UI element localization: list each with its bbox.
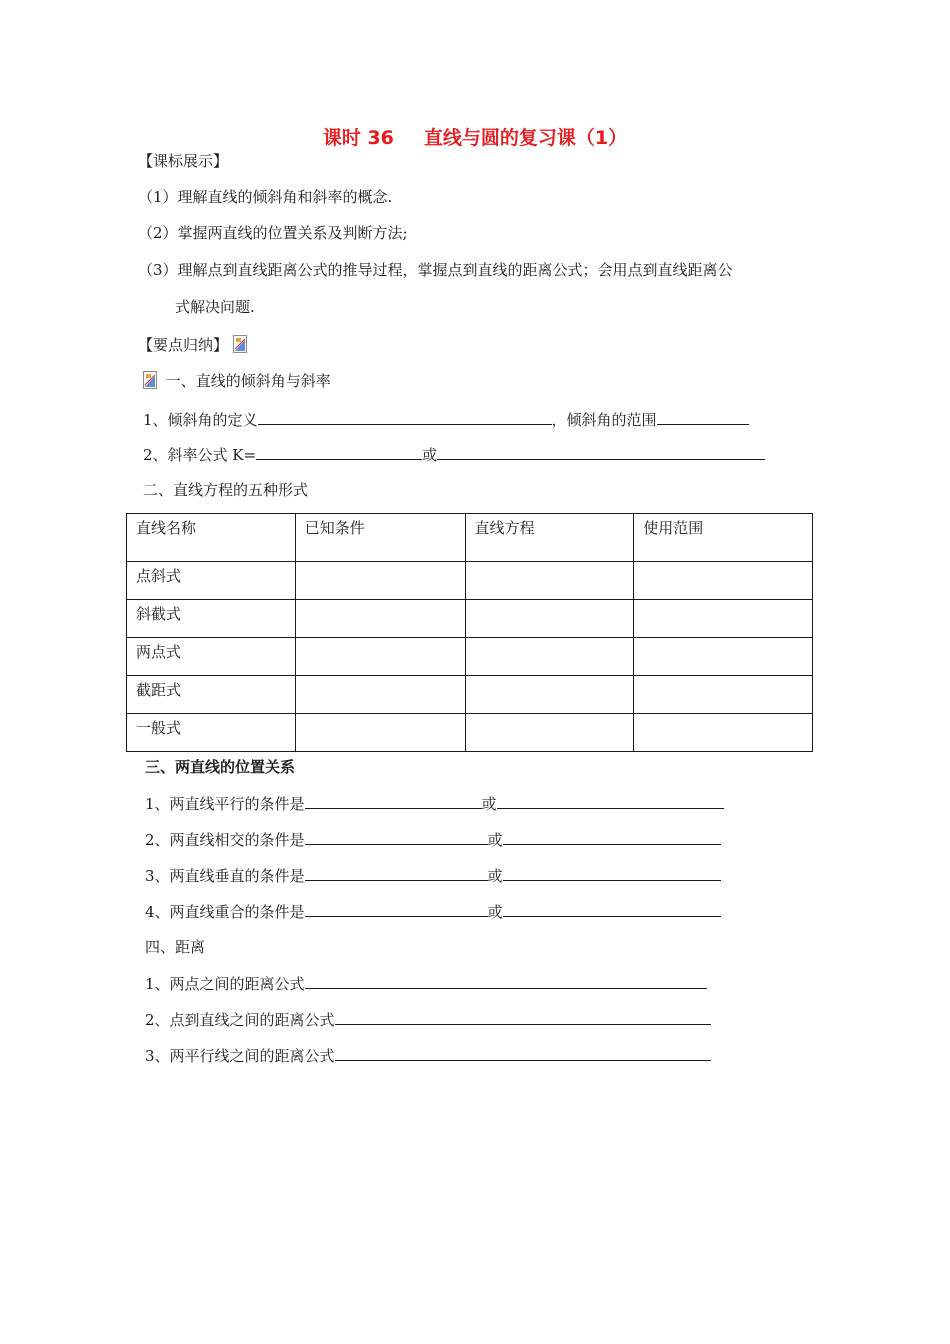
or-label: 或 [487,867,503,885]
cell-blank[interactable] [634,714,813,752]
cell-blank[interactable] [295,638,465,676]
curriculum-item-1: （1）理解直线的倾斜角和斜率的概念. [138,188,393,206]
intersect-condition-label: 2、两直线相交的条件是 [145,831,305,849]
header-line-equation: 直线方程 [465,514,634,562]
intersect-blank-1[interactable] [305,829,488,845]
or-label: 或 [487,831,503,849]
broken-image-icon [143,371,157,389]
two-points-distance-blank[interactable] [305,973,707,989]
sec4-item-parallel-lines [145,1045,711,1066]
or-label: 或 [481,795,497,813]
perpendicular-blank-1[interactable] [305,865,488,881]
parallel-condition-label: 1、两直线平行的条件是 [145,795,305,813]
cell-blank[interactable] [465,714,634,752]
curriculum-item-2: （2）掌握两直线的位置关系及判断方法; [138,224,408,242]
slope-or-label: 或 [422,446,438,464]
slope-formula-blank-2[interactable] [437,444,765,460]
row-name: 截距式 [127,676,296,714]
keypoints-heading: 【要点归纳】 [138,336,229,354]
slope-formula-blank-1[interactable] [256,444,422,460]
row-name: 斜截式 [127,600,296,638]
parallel-lines-distance-blank[interactable] [335,1045,711,1061]
cell-blank[interactable] [465,638,634,676]
curriculum-heading: 【课标展示】 [138,152,229,170]
parallel-blank-1[interactable] [305,793,482,809]
section-1-title-line [143,371,331,391]
title-main: 直线与圆的复习课（1） [423,127,628,149]
section-2-title: 二、直线方程的五种形式 [143,481,309,499]
table-row [127,638,813,676]
sec1-item-2 [143,444,765,465]
curriculum-item-3: （3）理解点到直线距离公式的推导过程，掌握点到直线的距离公式；会用点到直线距离公 [138,261,733,279]
table-row [127,600,813,638]
coincide-blank-1[interactable] [305,901,488,917]
inclination-range-blank[interactable] [657,409,749,425]
cell-blank[interactable] [465,562,634,600]
or-label: 或 [487,903,503,921]
table-row [127,562,813,600]
sec1-item-1 [143,409,749,430]
row-name: 两点式 [127,638,296,676]
inclination-definition-label: 1、倾斜角的定义 [143,411,258,429]
page-title [0,126,950,150]
perpendicular-blank-2[interactable] [503,865,721,881]
parallel-blank-2[interactable] [497,793,724,809]
parallel-lines-distance-label: 3、两平行线之间的距离公式 [145,1047,335,1065]
section-1-title: 一、直线的倾斜角与斜率 [165,372,331,390]
table-header-row [127,514,813,562]
line-equation-forms-table [126,513,813,752]
cell-blank[interactable] [634,562,813,600]
header-usage-range: 使用范围 [634,514,813,562]
header-known-conditions: 已知条件 [295,514,465,562]
row-name: 点斜式 [127,562,296,600]
table-row [127,676,813,714]
perpendicular-condition-label: 3、两直线垂直的条件是 [145,867,305,885]
intersect-blank-2[interactable] [503,829,721,845]
cell-blank[interactable] [295,676,465,714]
sec3-item-perpendicular [145,865,721,886]
cell-blank[interactable] [295,562,465,600]
header-line-name: 直线名称 [127,514,296,562]
inclination-range-label: ，倾斜角的范围 [551,411,657,429]
point-line-distance-blank[interactable] [335,1009,711,1025]
two-points-distance-label: 1、两点之间的距离公式 [145,975,305,993]
section-3-title: 三、两直线的位置关系 [145,758,296,776]
point-line-distance-label: 2、点到直线之间的距离公式 [145,1011,335,1029]
sec4-item-two-points [145,973,707,994]
curriculum-item-3-cont: 式解决问题. [175,298,255,316]
row-name: 一般式 [127,714,296,752]
sec4-item-point-line [145,1009,711,1030]
cell-blank[interactable] [295,714,465,752]
cell-blank[interactable] [634,638,813,676]
keypoints-heading-line [138,335,247,355]
section-4-title: 四、距离 [145,938,206,956]
cell-blank[interactable] [295,600,465,638]
table-row [127,714,813,752]
cell-blank[interactable] [634,600,813,638]
broken-image-icon [233,335,247,353]
slope-formula-label: 2、斜率公式 K= [143,446,257,464]
inclination-definition-blank[interactable] [258,409,552,425]
coincide-blank-2[interactable] [503,901,721,917]
cell-blank[interactable] [465,600,634,638]
sec3-item-intersect [145,829,721,850]
title-prefix: 课时 36 [322,127,394,149]
sec3-item-parallel [145,793,724,814]
cell-blank[interactable] [634,676,813,714]
coincide-condition-label: 4、两直线重合的条件是 [145,903,305,921]
cell-blank[interactable] [465,676,634,714]
sec3-item-coincide [145,901,721,922]
